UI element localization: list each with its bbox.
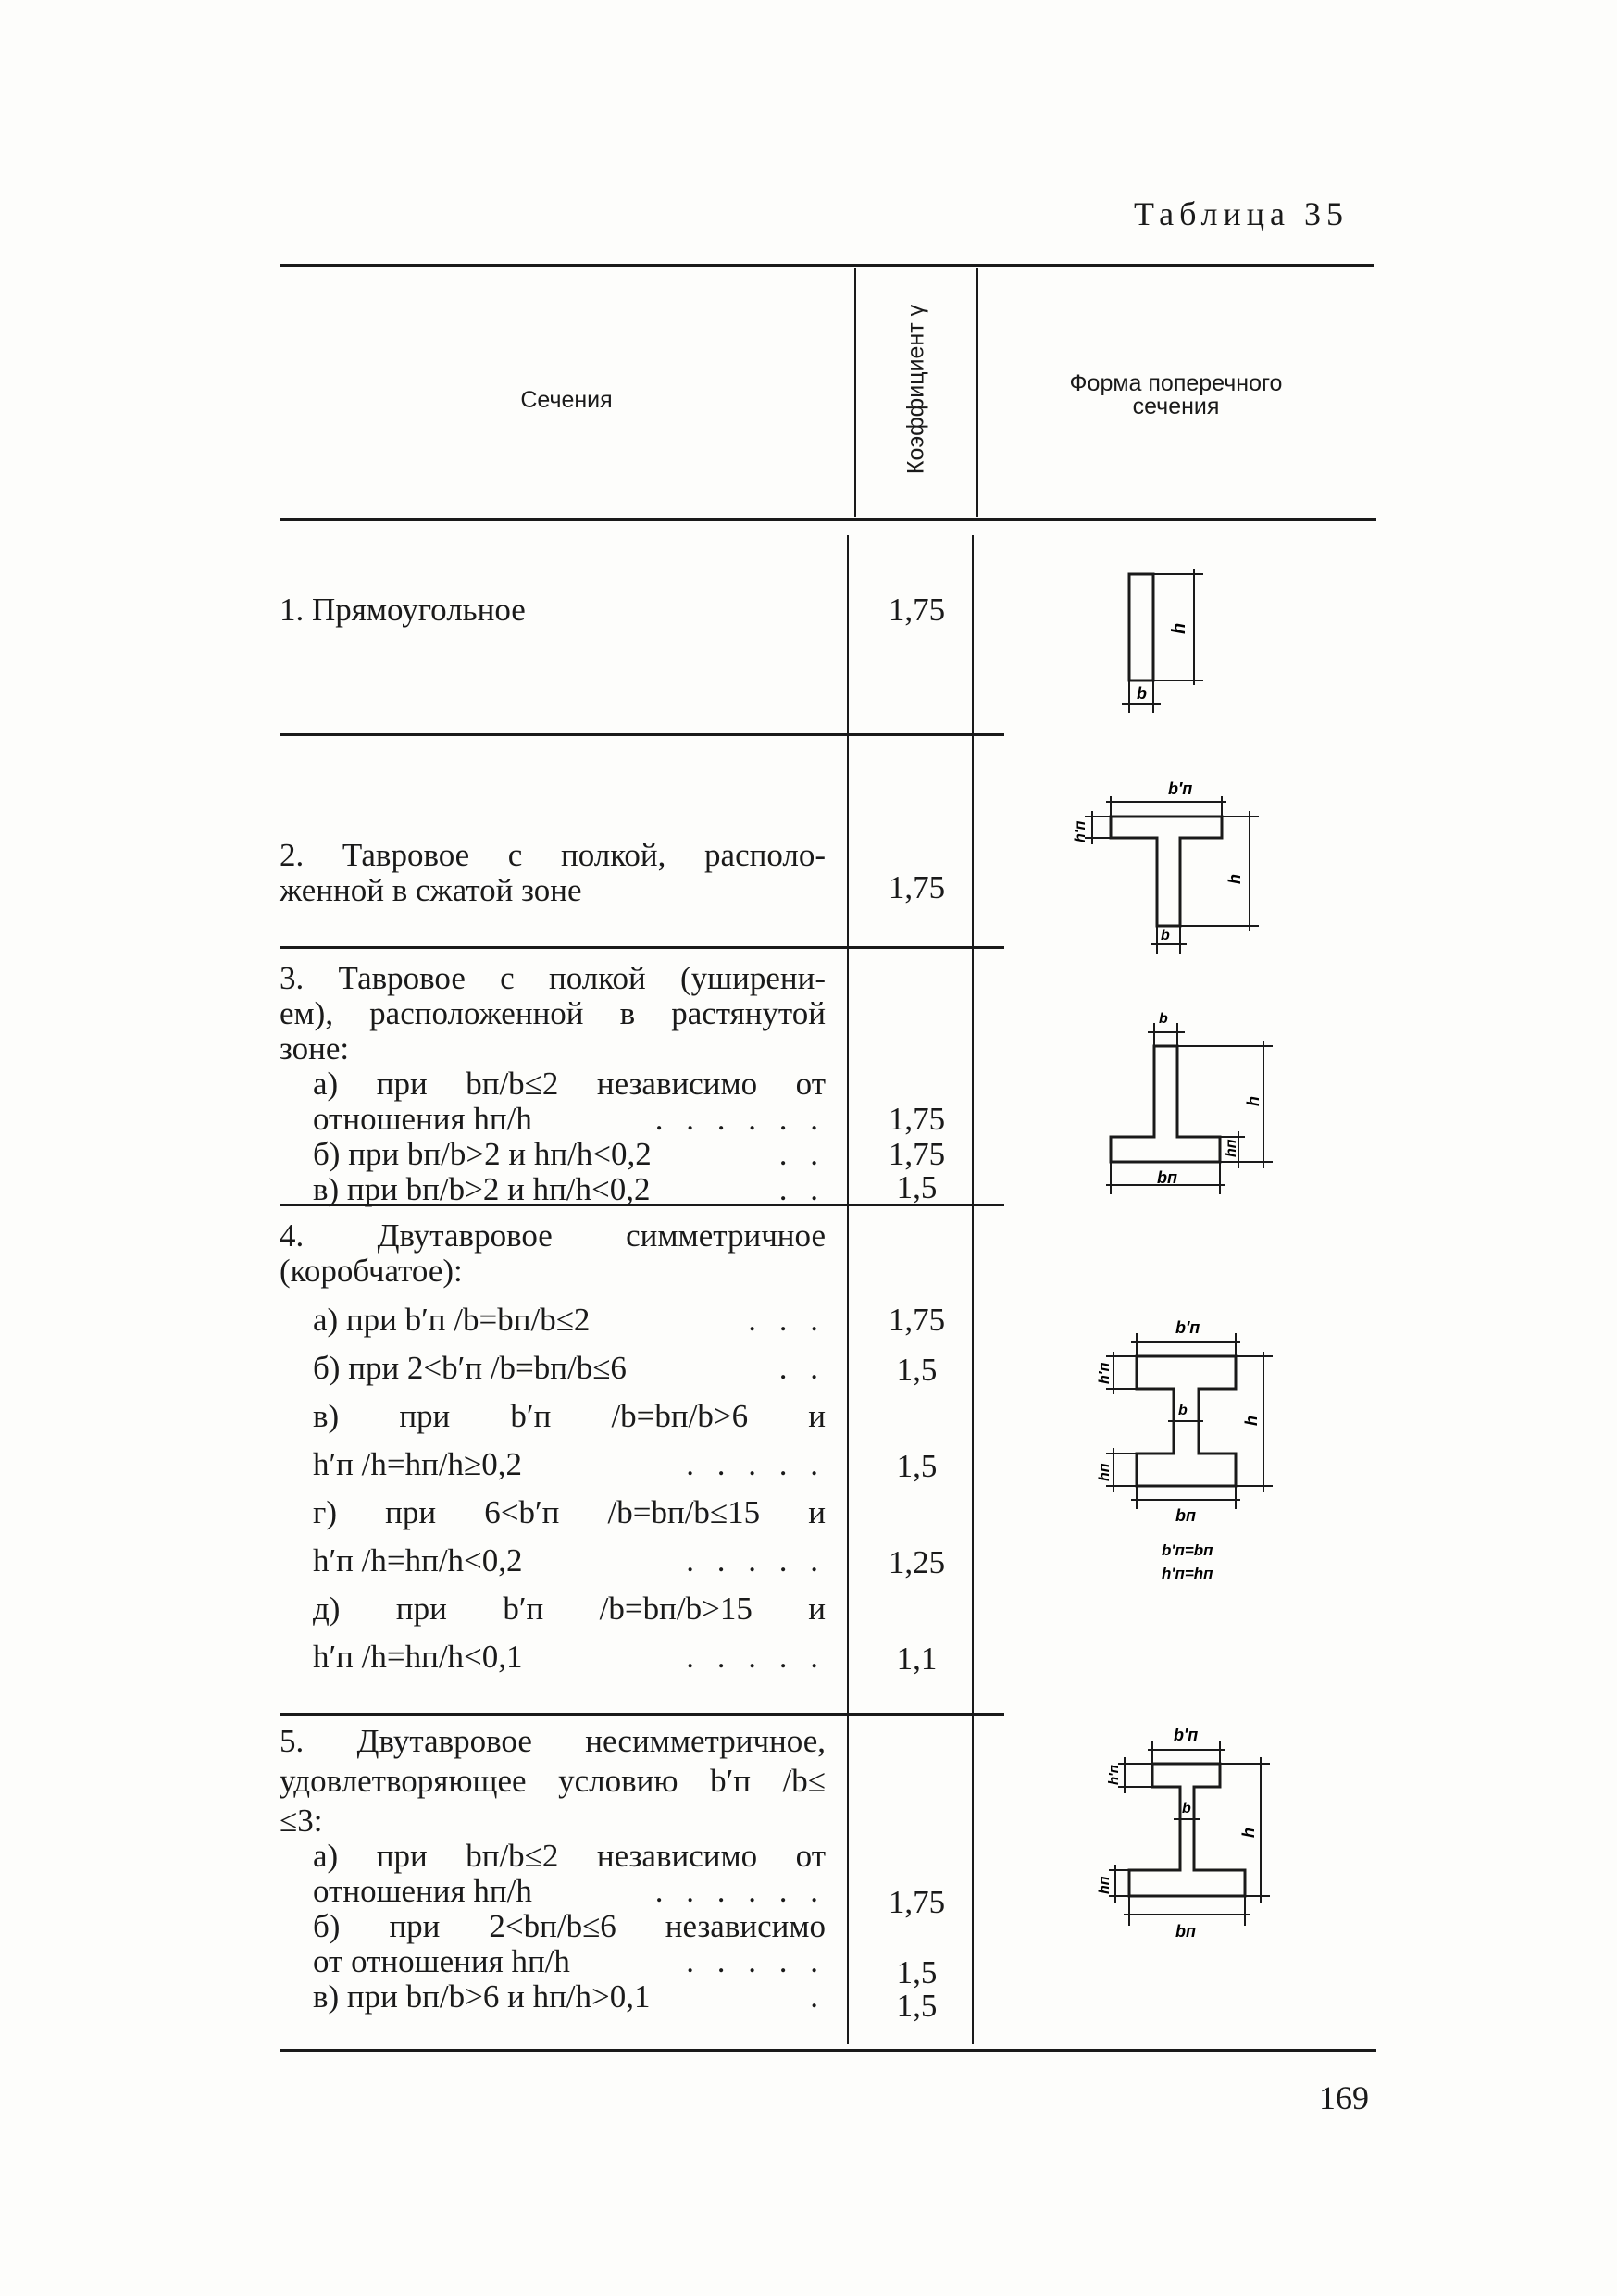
dim-bf-prime: b′п	[1174, 1726, 1199, 1744]
header-shape-line2: сечения	[1132, 393, 1220, 419]
leader-dots: . . .	[748, 1302, 826, 1338]
row5-item-b-line2: от отношения hп/h	[313, 1943, 570, 1979]
row4-value-c: 1,5	[896, 1448, 938, 1484]
leader-dots: . . . . .	[686, 1446, 826, 1482]
row3-line2: ем), расположенной в растянутой	[280, 995, 826, 1031]
page-number: 169	[1319, 2079, 1369, 2116]
row4-value-d: 1,25	[888, 1544, 946, 1580]
row4-line2: (коробчатое):	[280, 1253, 463, 1289]
leader-dots: .	[810, 1978, 826, 2015]
row2-line2: женной в сжатой зоне	[280, 872, 582, 908]
row4-item-e-line2: h′п /h=hп/h<0,1	[313, 1639, 523, 1675]
leader-dots: . .	[778, 1350, 826, 1386]
row5-item-a-line2: отношения hп/h	[313, 1873, 532, 1909]
row3-line3: зоне:	[280, 1030, 350, 1067]
dim-bf: bп	[1175, 1506, 1196, 1525]
dim-hf-prime: h′п	[1106, 1765, 1122, 1785]
row4-item-c-line2: h′п /h=hп/h≥0,2	[313, 1446, 523, 1482]
table-title: Таблица 35	[1134, 195, 1349, 232]
row4-value-b: 1,5	[896, 1352, 938, 1388]
dim-b: b	[1159, 1011, 1168, 1027]
row3-value-c: 1,5	[896, 1169, 938, 1205]
note-hf-equal: h′п=hп	[1162, 1565, 1213, 1582]
tee-compressed-flange-figure	[1073, 780, 1259, 954]
row5-line3: ≤3:	[280, 1803, 323, 1839]
header-shape-line1: Форма поперечного	[1069, 370, 1283, 396]
dim-h: h	[1225, 874, 1244, 884]
dim-h: h	[1169, 622, 1189, 634]
row3-line1: 3. Тавровое с полкой (уширени-	[280, 960, 826, 996]
row4-line1: 4. Двутавровое симметричное	[280, 1217, 826, 1254]
row4-value-a: 1,75	[888, 1302, 946, 1338]
dim-b: b	[1178, 1403, 1188, 1418]
row3-item-a-line1: а) при bп/b≤2 независимо от	[313, 1066, 826, 1102]
dim-bf-prime: b′п	[1175, 1318, 1200, 1337]
row5-value-c: 1,5	[896, 1988, 938, 2024]
note-bf-equal: b′п=bп	[1162, 1541, 1213, 1559]
row1-value: 1,75	[888, 592, 946, 628]
row5-line1: 5. Двутавровое несимметричное,	[280, 1723, 826, 1759]
row5-item-a-line1: а) при bп/b≤2 независимо от	[313, 1838, 826, 1874]
row2-value: 1,75	[888, 869, 946, 905]
row5-item-c: в) при bп/b>6 и hп/h>0,1	[313, 1978, 651, 2015]
row3-item-c: в) при bп/b>2 и hп/h<0,2	[313, 1171, 651, 1207]
leader-dots: . . . . . .	[654, 1873, 826, 1909]
leader-dots: . . . . .	[686, 1542, 826, 1578]
row1-text: 1. Прямоугольное	[280, 592, 526, 628]
row5-item-b-line1: б) при 2<bп/b≤6 независимо	[313, 1908, 826, 1944]
i-beam-asymmetric-figure	[1097, 1726, 1270, 1940]
row4-item-a: а) при b′п /b=bп/b≤2	[313, 1302, 591, 1338]
header-sections: Сечения	[520, 387, 613, 413]
dim-h: h	[1239, 1828, 1258, 1838]
dim-b: b	[1161, 928, 1170, 943]
dim-b: b	[1137, 684, 1147, 703]
row5-value-b: 1,5	[896, 1954, 938, 1990]
row4-item-d-line2: h′п /h=hп/h<0,2	[313, 1542, 523, 1578]
dim-bf: bп	[1175, 1922, 1196, 1940]
dim-bf: bп	[1157, 1168, 1177, 1187]
dim-hf: hп	[1224, 1139, 1239, 1157]
row3-item-b: б) при bп/b>2 и hп/h<0,2	[313, 1136, 652, 1172]
dim-h: h	[1242, 1416, 1261, 1426]
leader-dots: . .	[778, 1136, 826, 1172]
header-coefficient: Коэффициент γ	[902, 304, 929, 475]
row4-item-e-line1: д) при b′п /b=bп/b>15 и	[313, 1591, 826, 1627]
row5-value-a: 1,75	[888, 1884, 946, 1920]
row4-item-c-line1: в) при b′п /b=bп/b>6 и	[313, 1398, 826, 1434]
row2-line1: 2. Тавровое с полкой, располо-	[280, 837, 826, 873]
row3-item-a-line2: отношения hп/h	[313, 1101, 532, 1137]
leader-dots: . . . . .	[686, 1639, 826, 1675]
dim-hf: hп	[1097, 1463, 1113, 1481]
i-beam-symmetric-figure	[1097, 1318, 1273, 1582]
row3-value-a: 1,75	[888, 1101, 946, 1137]
tee-tension-flange-figure	[1106, 1011, 1273, 1194]
row4-item-d-line1: г) при 6<b′п /b=bп/b≤15 и	[313, 1494, 826, 1530]
dim-hf-prime: h′п	[1097, 1362, 1113, 1384]
row4-value-e: 1,1	[896, 1641, 938, 1677]
row3-value-b: 1,75	[888, 1136, 946, 1172]
row4-item-b: б) при 2<b′п /b=bп/b≤6	[313, 1350, 627, 1386]
dim-h: h	[1244, 1096, 1263, 1106]
leader-dots: . .	[778, 1171, 826, 1207]
dim-hf-prime: h′п	[1073, 820, 1088, 842]
dim-bf-prime: b′п	[1168, 780, 1193, 798]
dim-hf: hп	[1097, 1876, 1113, 1894]
dim-b: b	[1182, 1801, 1191, 1816]
row5-line2: удовлетворяющее условию b′п /b≤	[280, 1763, 826, 1799]
rectangle-section-figure	[1122, 569, 1203, 713]
leader-dots: . . . . . .	[654, 1101, 826, 1137]
leader-dots: . . . . .	[686, 1943, 826, 1979]
